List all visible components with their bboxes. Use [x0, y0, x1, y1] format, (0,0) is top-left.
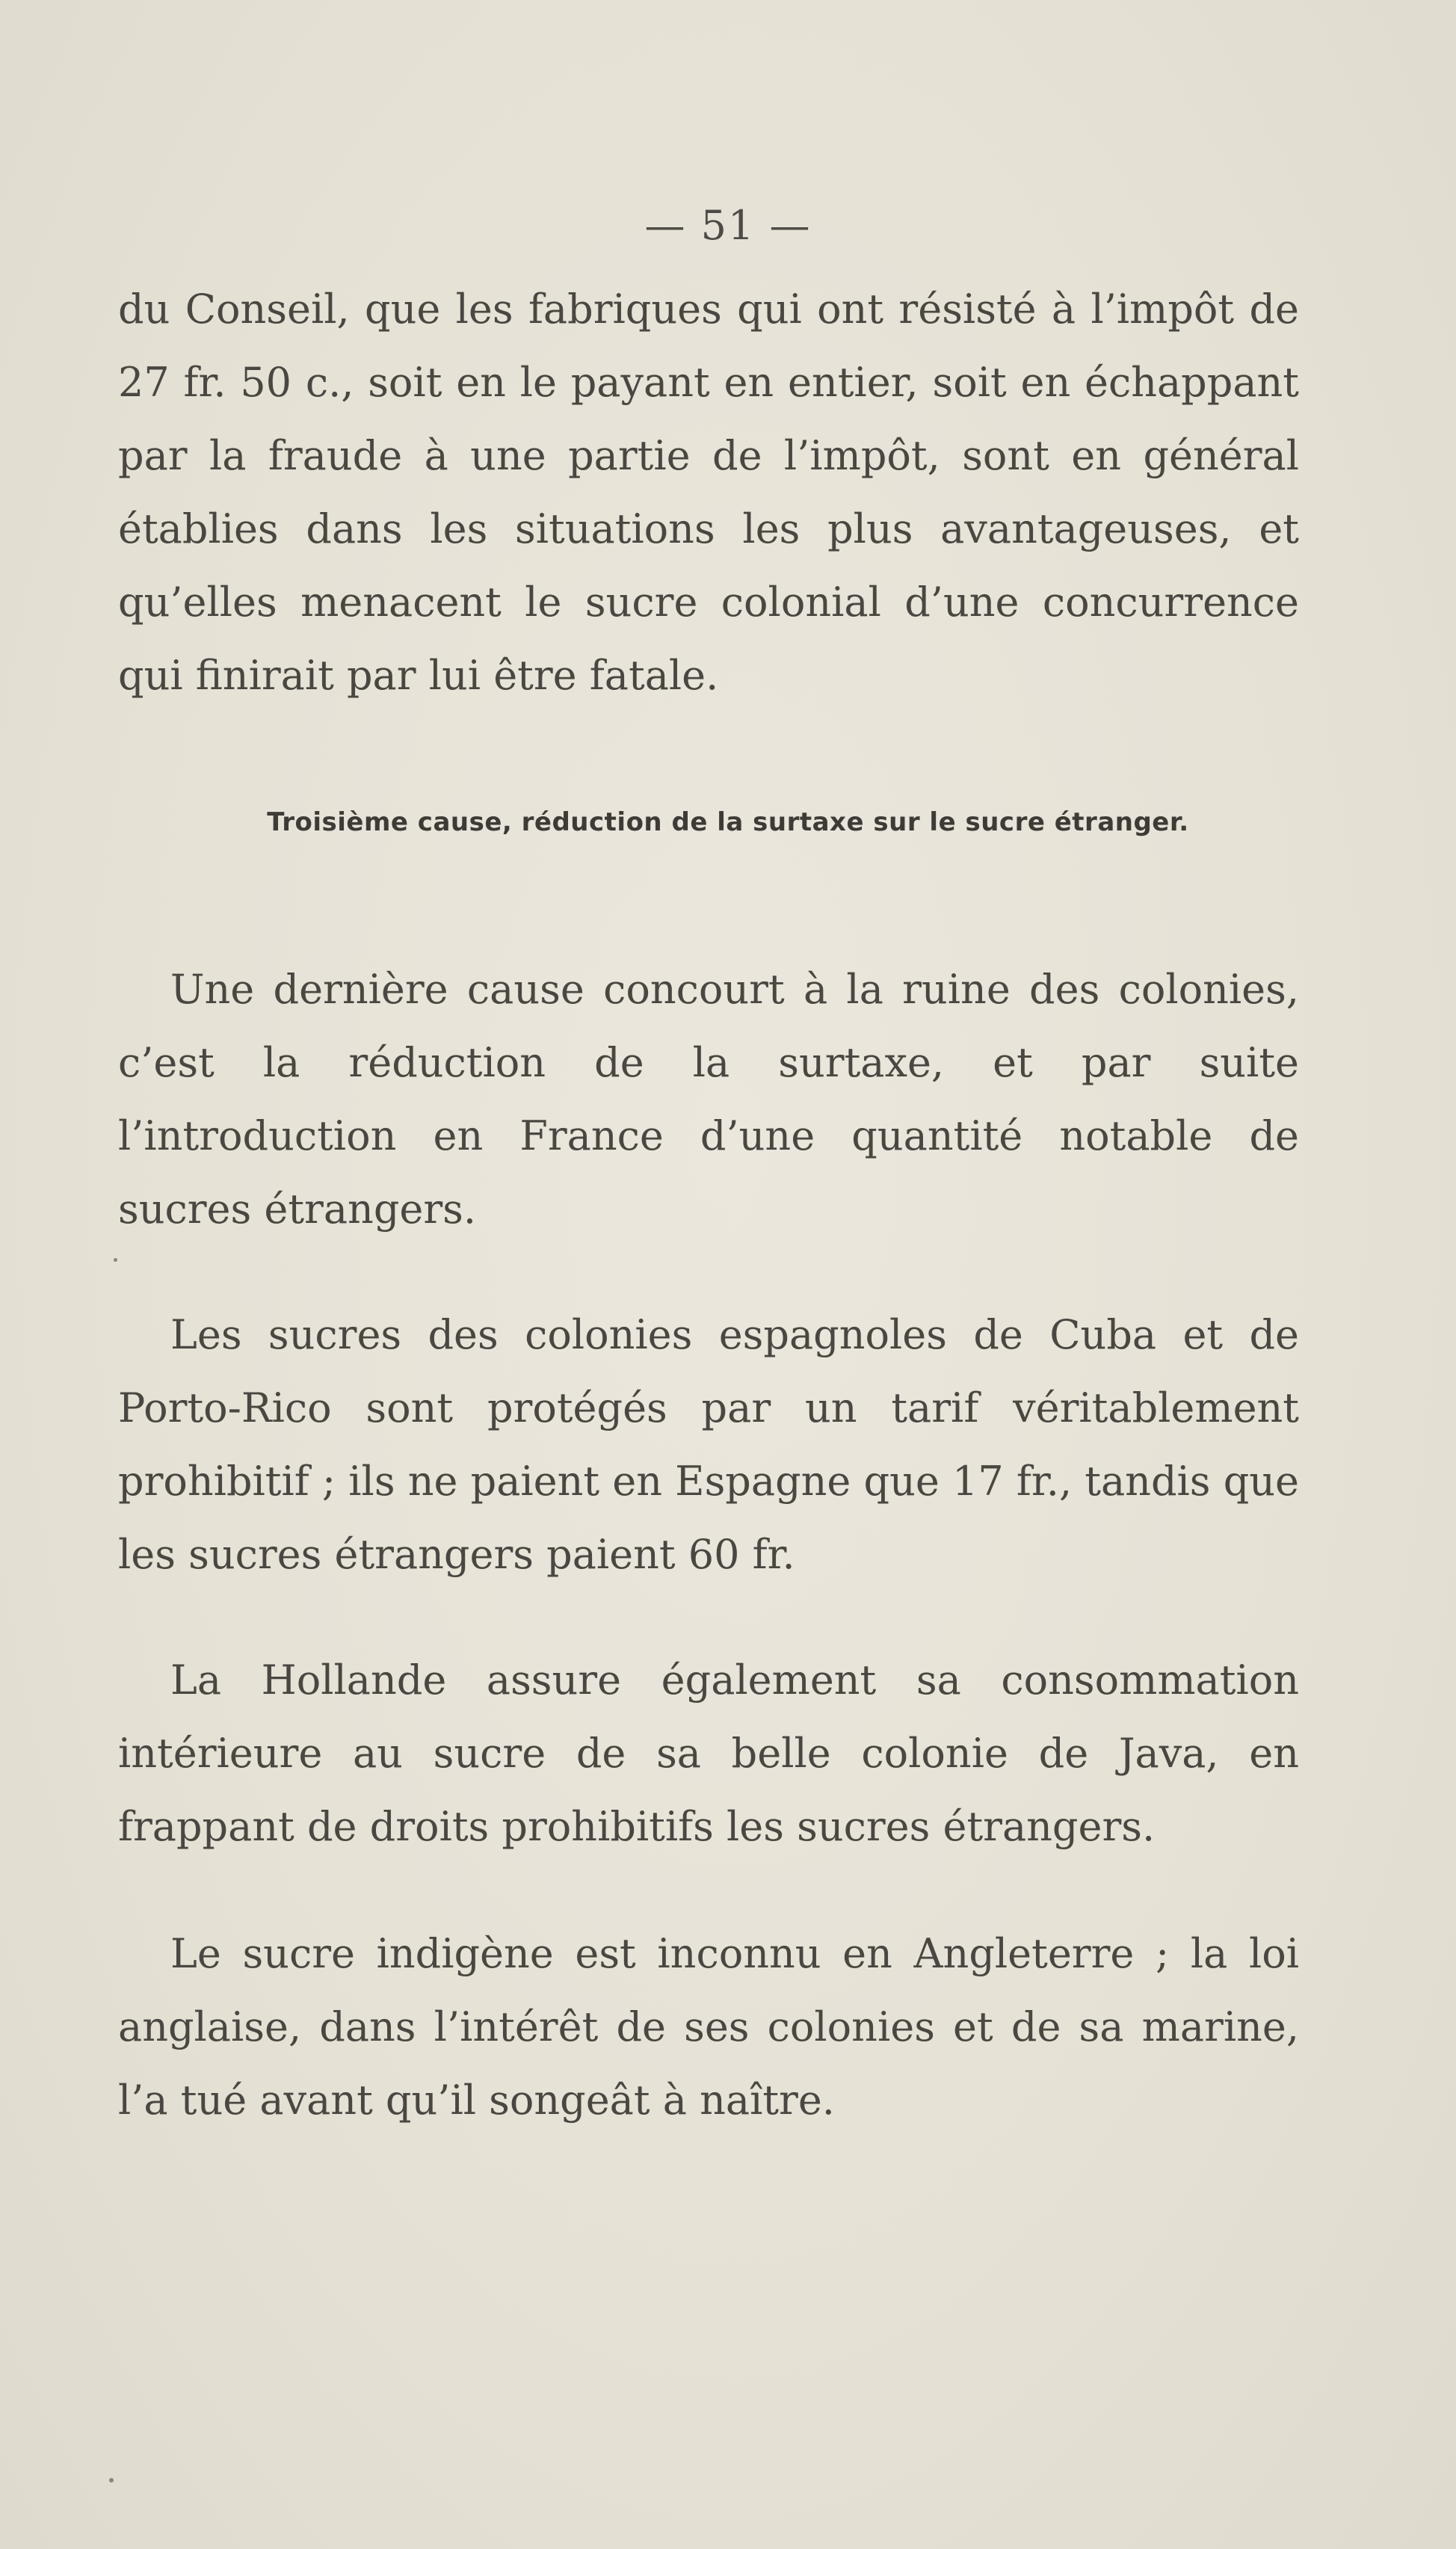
page-number: — 51 —	[644, 202, 812, 249]
paragraph: La Hollande assure également sa consommation intérieure au sucre de sa belle colonie de Java, en frappant de droits prohibitifs les sucres étrangers.	[118, 1656, 1299, 1850]
paragraph-continuation: du Conseil, que les fabriques qui ont résisté à l’impôt de 27 fr. 50 c., soit en le payant en entier, soit en échappant par la fraude à une partie de l’impôt, sont en général établies dans les situations les plus avantageuses, et qu’elles menacent le sucre colonial d’une concurrence qui finirait par lui être fatale.	[118, 286, 1299, 699]
paper-speck	[114, 1258, 117, 1262]
section-heading: Troisième cause, réduction de la surtaxe sur le sucre étranger.	[267, 807, 1189, 837]
paper-speck	[109, 2478, 114, 2482]
paragraph: Les sucres des colonies espagnoles de Cuba et de Porto-Rico sont protégés par un tarif véritablement prohibitif ; ils ne paient en Espagne que 17 fr., tandis que les sucres étrangers paient 60 fr.	[118, 1311, 1299, 1578]
paragraph: Le sucre indigène est inconnu en Angleterre ; la loi anglaise, dans l’intérêt de ses colonies et de sa marine, l’a tué avant qu’il songeât à naître.	[118, 1930, 1299, 2124]
paragraph: Une dernière cause concourt à la ruine des colonies, c’est la réduction de la surtaxe, et par suite l’introduction en France d’une quantité notable de sucres étrangers.	[118, 966, 1299, 1233]
body-text-bottom	[118, 953, 1299, 2137]
body-text-top	[118, 273, 1299, 712]
